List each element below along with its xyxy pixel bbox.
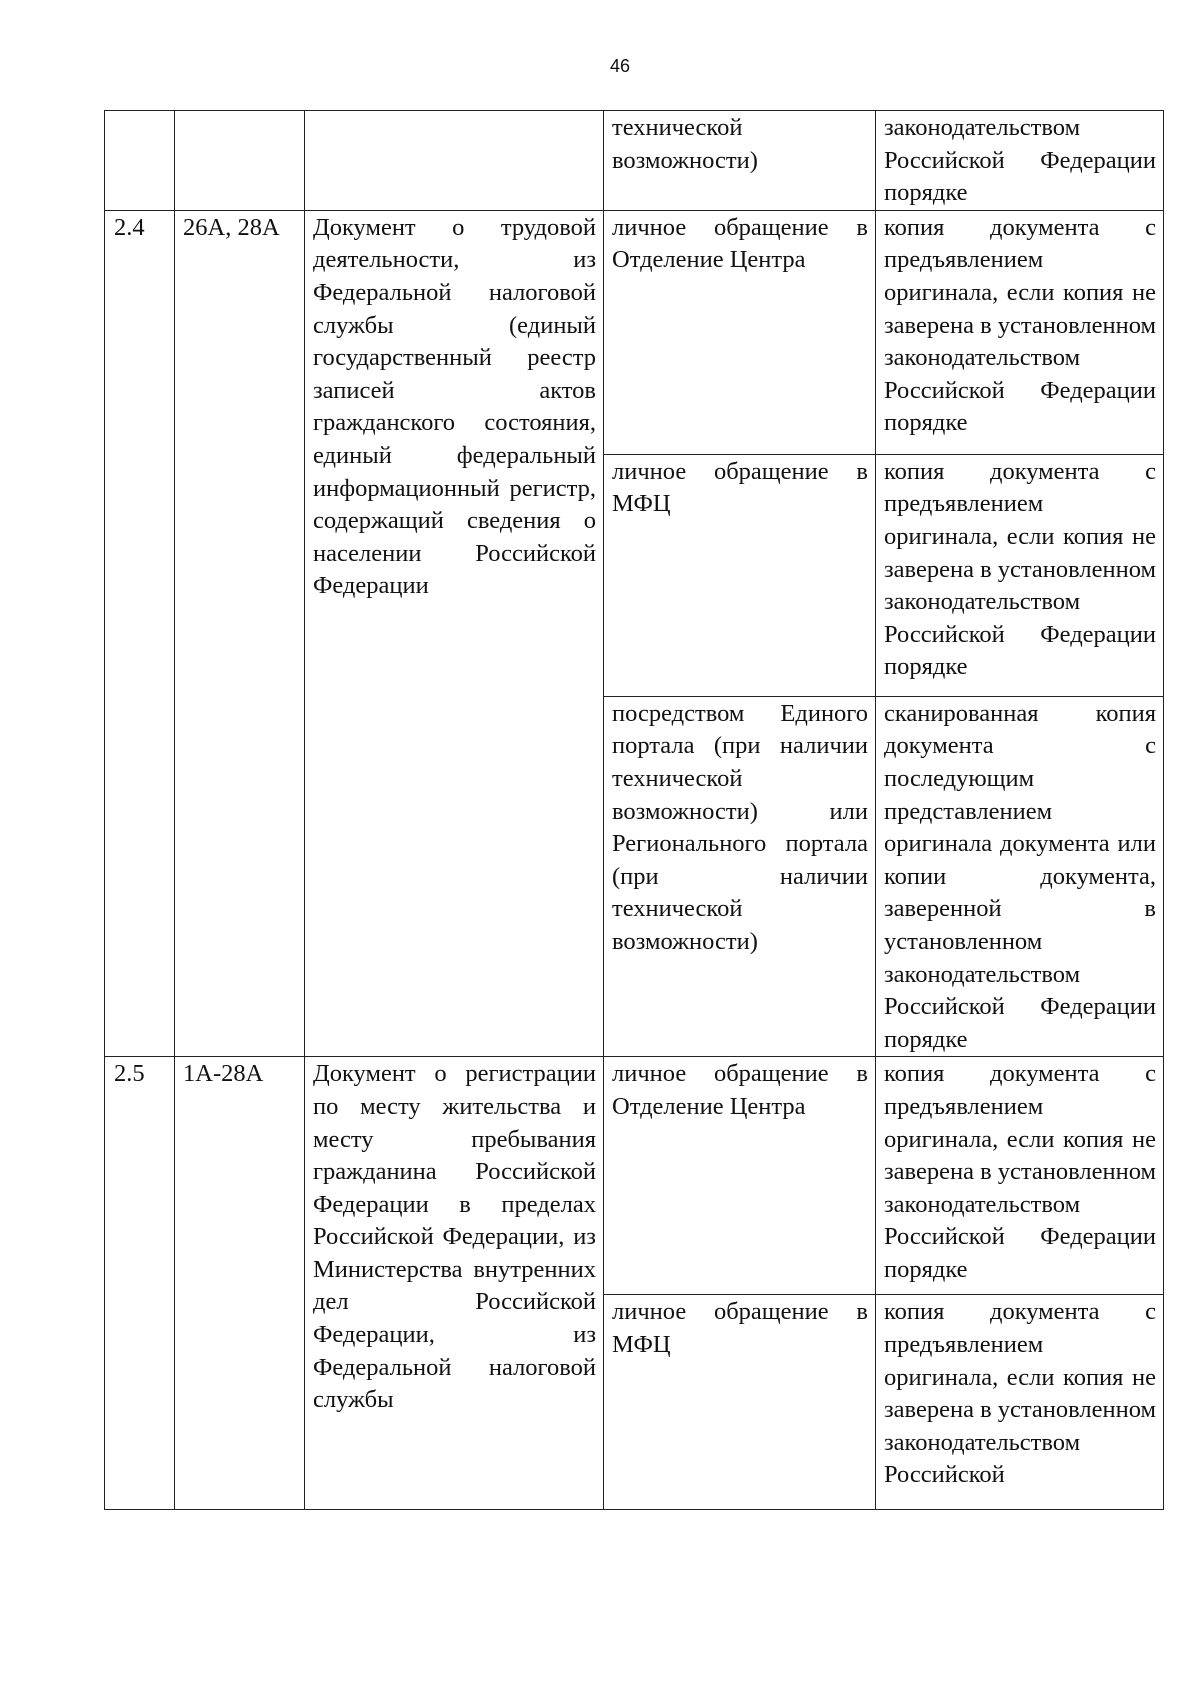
cell-applicants: 1А-28А (175, 1057, 305, 1510)
cell-document-empty (305, 111, 604, 211)
cell-document: Документ о трудовой деятельности, из Федеральной налоговой службы (единый государственный реестр записей актов гражданского состояния, единый федеральный информационный регистр, содержащий сведения о населении Российской Федерации (305, 210, 604, 1057)
cell-method: посредством Единого портала (при наличии технической возможности) или Регионального портала (при наличии технической возможности) (604, 696, 876, 1057)
cell-method: технической возможности) (604, 111, 876, 211)
cell-method: личное обращение в МФЦ (604, 1295, 876, 1510)
cell-requirement: сканированная копия документа с последующим представлением оригинала документа или копии документа, заверенной в установленном законодательством Российской Федерации порядке (876, 696, 1164, 1057)
table-row-continuation (105, 111, 1164, 211)
cell-requirement: копия документа с предъявлением оригинала, если копия не заверена в установленном законодательством Российской (876, 1295, 1164, 1510)
cell-method: личное обращение в Отделение Центра (604, 210, 876, 454)
cell-requirement: копия документа с предъявлением оригинала, если копия не заверена в установленном законодательством Российской Федерации порядке (876, 1057, 1164, 1295)
table-row-2-4-a (105, 210, 1164, 454)
cell-requirement: копия документа с предъявлением оригинала, если копия не заверена в установленном законодательством Российской Федерации порядке (876, 454, 1164, 696)
cell-method: личное обращение в МФЦ (604, 454, 876, 696)
cell-requirement: законодательством Российской Федерации порядке (876, 111, 1164, 211)
page-number: 46 (609, 56, 631, 76)
cell-requirement: копия документа с предъявлением оригинала, если копия не заверена в установленном законодательством Российской Федерации порядке (876, 210, 1164, 454)
cell-num: 2.4 (105, 210, 175, 1057)
cell-document: Документ о регистрации по месту жительства и месту пребывания гражданина Российской Федерации в пределах Российской Федерации, из Министерства внутренних дел Российской Федерации, из Федеральной налоговой службы (305, 1057, 604, 1510)
documents-table (104, 110, 1164, 1510)
cell-applicants: 26А, 28А (175, 210, 305, 1057)
cell-method: личное обращение в Отделение Центра (604, 1057, 876, 1295)
cell-num: 2.5 (105, 1057, 175, 1510)
table-row-2-5-a (105, 1057, 1164, 1295)
cell-num-empty (105, 111, 175, 211)
cell-applicants-empty (175, 111, 305, 211)
